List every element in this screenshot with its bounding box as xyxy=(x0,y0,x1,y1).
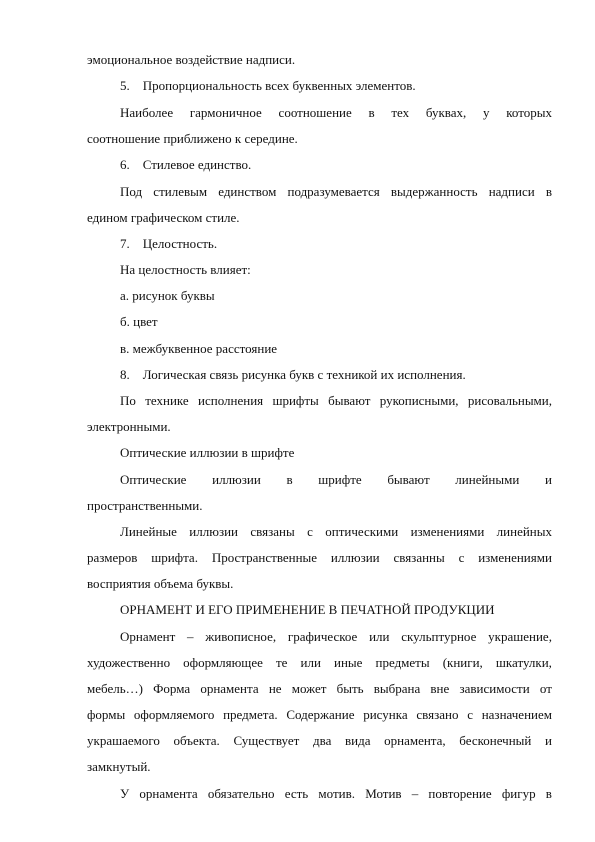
text-line: соотношение приближено к середине. xyxy=(87,131,298,146)
paragraph-first-line: Линейные иллюзии связаны с оптическими изменениями линейных xyxy=(120,524,552,539)
list-item-8: 8. Логическая связь рисунка букв с техникой их исполнения. xyxy=(120,367,466,382)
paragraph-first-line: Под стилевым единством подразумевается выдержанность надписи в xyxy=(120,184,552,199)
paragraph-first-line: По технике исполнения шрифты бывают рукописными, рисовальными, xyxy=(120,393,552,408)
justified-line: размеров шрифта. Пространственные иллюзии связанны с изменениями xyxy=(87,550,552,565)
list-item-b: б. цвет xyxy=(120,314,158,329)
text-line: замкнутый. xyxy=(87,759,151,774)
text-line: На целостность влияет: xyxy=(120,262,251,277)
subheading: Оптические иллюзии в шрифте xyxy=(120,445,295,460)
text-line: электронными. xyxy=(87,419,171,434)
paragraph-first-line: Орнамент – живописное, графическое или скульптурное украшение, xyxy=(120,629,552,644)
justified-line: мебель…) Форма орнамента не может быть выбрана вне зависимости от xyxy=(87,681,552,696)
list-item-a: а. рисунок буквы xyxy=(120,288,215,303)
paragraph-first-line: Оптические иллюзии в шрифте бывают линейными и xyxy=(120,472,552,487)
justified-line: украшаемого объекта. Существует два вида орнамента, бесконечный и xyxy=(87,733,552,748)
paragraph-first-line: У орнамента обязательно есть мотив. Мотив – повторение фигур в xyxy=(120,786,552,801)
list-item-7: 7. Целостность. xyxy=(120,236,218,251)
justified-line: формы оформляемого предмета. Содержание рисунка связано с назначением xyxy=(87,707,552,722)
list-item-c: в. межбуквенное расстояние xyxy=(120,341,278,356)
justified-line: художественно оформляющее те или иные предметы (книги, шкатулки, xyxy=(87,655,552,670)
list-item-6: 6. Стилевое единство. xyxy=(120,157,252,172)
list-item-5: 5. Пропорциональность всех буквенных элементов. xyxy=(120,78,416,93)
text-line: эмоциональное воздействие надписи. xyxy=(87,52,296,67)
text-line: пространственными. xyxy=(87,498,203,513)
section-heading: ОРНАМЕНТ И ЕГО ПРИМЕНЕНИЕ В ПЕЧАТНОЙ ПРОДУКЦИИ xyxy=(120,602,495,617)
text-line: восприятия объема буквы. xyxy=(87,576,234,591)
paragraph-first-line: Наиболее гармоничное соотношение в тех буквах, у которых xyxy=(120,105,552,120)
text-line: едином графическом стиле. xyxy=(87,210,240,225)
